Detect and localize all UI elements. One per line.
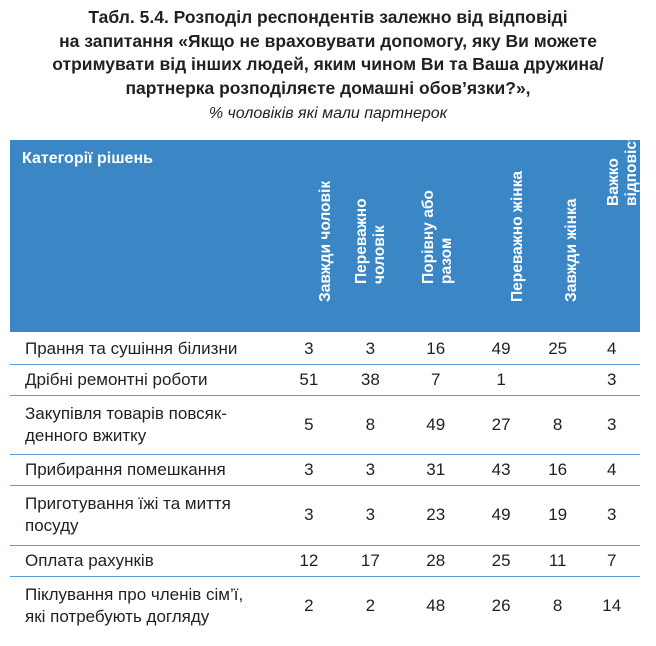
- row-label: [10, 364, 278, 395]
- cell-value: 31: [426, 459, 446, 479]
- cell-value: 19: [548, 505, 568, 524]
- column-header-line: Переважно: [353, 198, 370, 284]
- column-header-always-man: [287, 145, 347, 320]
- cell-value: 12: [299, 550, 319, 570]
- cell-value: 23: [426, 505, 446, 524]
- row-label-line: денного вжитку: [25, 425, 147, 445]
- cell-value: 5: [304, 414, 314, 434]
- title-line: партнерка розподіляєте домашні обов’язки?»,: [125, 77, 531, 98]
- cell-value: 3: [606, 505, 617, 524]
- table-row: [10, 545, 640, 576]
- cell-value: 25: [548, 338, 568, 358]
- row-label: [10, 545, 278, 576]
- category-header: Категорії рішень: [22, 150, 153, 167]
- column-header-line: відповісти: [623, 123, 640, 206]
- table-row: [10, 454, 640, 485]
- row-label-line: Закупівля товарів повсяк-: [25, 403, 227, 423]
- row-label-line: Прання та сушіння білизни: [25, 338, 238, 358]
- row-label-line: посуду: [25, 516, 79, 535]
- row-label-line: Приготування їжі та миття: [25, 494, 231, 513]
- cell-value: 1: [496, 369, 506, 389]
- column-header-line: Завжди чоловік: [317, 180, 334, 302]
- table-row: [10, 485, 640, 545]
- table-subtitle: % чоловіків які мали партнерок: [208, 105, 448, 122]
- title-line: Табл. 5.4. Розподіл респондентів залежно від відповіді: [88, 7, 568, 27]
- cell-value: 27: [491, 414, 511, 434]
- cell-value: 49: [491, 338, 511, 358]
- cell-value: 8: [552, 596, 563, 616]
- column-header-line: Порівну або: [420, 190, 437, 284]
- cell-value: 48: [426, 596, 446, 616]
- cell-value: 3: [606, 414, 617, 434]
- row-label: [10, 576, 278, 636]
- table-row: [10, 334, 640, 364]
- cell-value: 38: [360, 369, 380, 389]
- cell-value: 2: [304, 596, 314, 616]
- column-header-hard-to-answer: [593, 123, 653, 242]
- cell-value: 3: [304, 505, 314, 524]
- cell-value: [532, 364, 584, 395]
- cell-value: 3: [365, 505, 376, 524]
- cell-value: 3: [304, 338, 314, 358]
- cell-value: 17: [360, 550, 380, 570]
- cell-value: 49: [426, 414, 446, 434]
- cell-value: 43: [491, 459, 511, 479]
- column-header-mostly-woman: [479, 145, 539, 320]
- column-header-line: разом: [438, 237, 455, 284]
- cell-value: 8: [552, 414, 563, 434]
- cell-value: 4: [606, 338, 617, 358]
- row-label: [10, 485, 278, 545]
- cell-value: 8: [365, 414, 376, 434]
- cell-value: 3: [365, 459, 376, 479]
- column-header-line: Переважно жінка: [509, 171, 526, 302]
- column-header-line: чоловік: [371, 225, 388, 284]
- table-row: [10, 364, 640, 395]
- column-header-equal: [408, 145, 468, 320]
- cell-value: 28: [426, 550, 446, 570]
- row-label-line: які потребують догляду: [25, 607, 210, 627]
- title-line: отримувати від інших людей, яким чином Ви та Ваша дружина/: [52, 54, 604, 74]
- cell-value: 4: [606, 459, 617, 479]
- row-label-line: Піклування про членів сім’ї,: [25, 585, 244, 605]
- cell-value: 14: [602, 596, 622, 616]
- cell-value: 25: [491, 550, 511, 570]
- table-row: [10, 576, 640, 636]
- column-header-line: Важко: [605, 158, 622, 206]
- table-header: [10, 123, 640, 332]
- row-label: [10, 395, 278, 454]
- row-label-line: Оплата рахунків: [25, 550, 154, 570]
- cell-value: 26: [491, 596, 511, 616]
- row-label: [10, 454, 278, 485]
- column-header-line: Завжди жінка: [563, 198, 580, 302]
- cell-value: 3: [606, 369, 617, 389]
- row-label-line: Дрібні ремонтні роботи: [25, 369, 208, 389]
- cell-value: 7: [431, 369, 441, 389]
- column-header-mostly-man: [341, 145, 401, 320]
- row-label-line: Прибирання помешкання: [25, 459, 226, 479]
- title-line: на запитання «Якщо не враховувати допомогу, яку Ви можете: [59, 30, 597, 51]
- cell-value: 16: [426, 338, 446, 358]
- cell-value: 51: [299, 369, 319, 389]
- cell-value: 49: [491, 505, 511, 524]
- table-row: [10, 395, 640, 454]
- table-title: [0, 6, 656, 100]
- row-label: [10, 334, 278, 364]
- cell-value: 11: [548, 550, 567, 570]
- cell-value: 7: [606, 550, 617, 570]
- column-header-always-woman: [533, 145, 593, 320]
- data-table: [10, 334, 640, 636]
- cell-value: 2: [365, 596, 376, 616]
- cell-value: 16: [548, 459, 568, 479]
- cell-value: 3: [304, 459, 314, 479]
- cell-value: 3: [365, 338, 376, 358]
